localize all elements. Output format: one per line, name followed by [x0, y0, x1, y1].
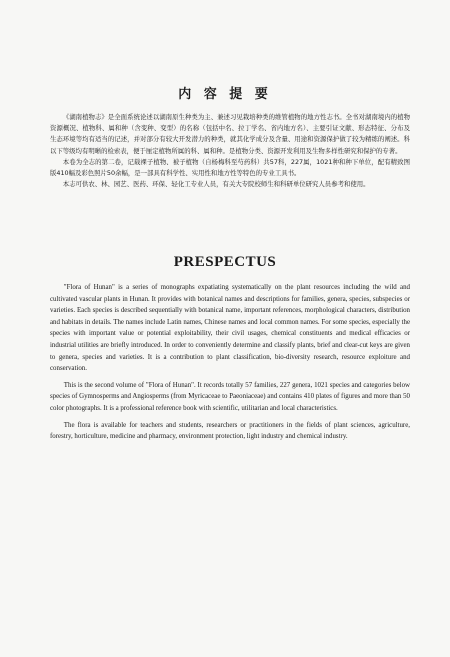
chinese-paragraph-2: 本卷为全志的第二卷，记载裸子植物、被子植物（自杨梅科至芍药科）共57科，227属，1021种和种下单位，配有精致图版410幅及彩色照片50余幅，是一部具有科学性、实用性和地方性等特色的专业工具书。	[50, 157, 410, 178]
chinese-title: 内 容 提 要	[178, 87, 272, 102]
english-summary	[50, 282, 410, 443]
english-paragraph-1: "Flora of Hunan" is a series of monographs expatiating systematically on the plant resources including the wild and cultivated vascular plants in Hunan. It provides with botanical names and descriptions for families, genera, species, subspecies or varieties. Each species is described sequentially with botanical name, important references, morphological characters, distribution and habitats in details. The names include Latin names, Chinese names and local common names. For some species, especially the species with important value or potential exploitability, their civil usages, chemical constituents and medical efficacies or industrial utilities are briefly introduced. In order to conveniently determine and classify plants, brief and clear-cut keys are given to genera, species and varieties. It is a contribution to plant classification, bio-diversity research, resource exploiture and conservation.	[50, 284, 410, 373]
chinese-paragraph-3: 本志可供农、林、园艺、医药、环保、轻化工专业人员，有关大专院校师生和科研单位研究人员参考和使用。	[62, 180, 370, 189]
english-title: PRESPECTUS	[173, 254, 277, 270]
english-paragraph-2: This is the second volume of "Flora of Hunan". It records totally 57 families, 227 genera, 1021 species and categories below species of Gymnosperms and Angiosperms (from Myricaceae to Paeoniaceae) and contains 410 plates of figures and more than 50 color photographs. It is a professional reference book with scientific, utilitarian and local characteristics.	[50, 381, 410, 412]
chinese-summary	[50, 112, 410, 190]
english-paragraph-3: The flora is available for teachers and students, researchers or practitioners in the fields of plant sciences, agriculture, forestry, horticulture, medicine and pharmacy, environment protection, light industry and chemical industry.	[50, 421, 410, 441]
chinese-paragraph-1: 《湖南植物志》是全面系统论述以湖南原生种类为主、兼述习见栽培种类的维管植物的地方性志书。全书对湖南境内的植物资源概况、植物科、属和种（含变种、变型）的名称（包括中名、拉丁学名、省内地方名）、主要引证文献、形态特征、分布及生态环境等均有适当的记述，并对部分有较大开发潜力的种类，就其化学成分及含量、用途和资源保护做了较为精练的阐述。科以下等级均有明晰的检索表，便于厘定植物所属的科、属和种。是植物分类、资源开发利用及生物多样性研究和保护的专著。	[50, 113, 410, 155]
